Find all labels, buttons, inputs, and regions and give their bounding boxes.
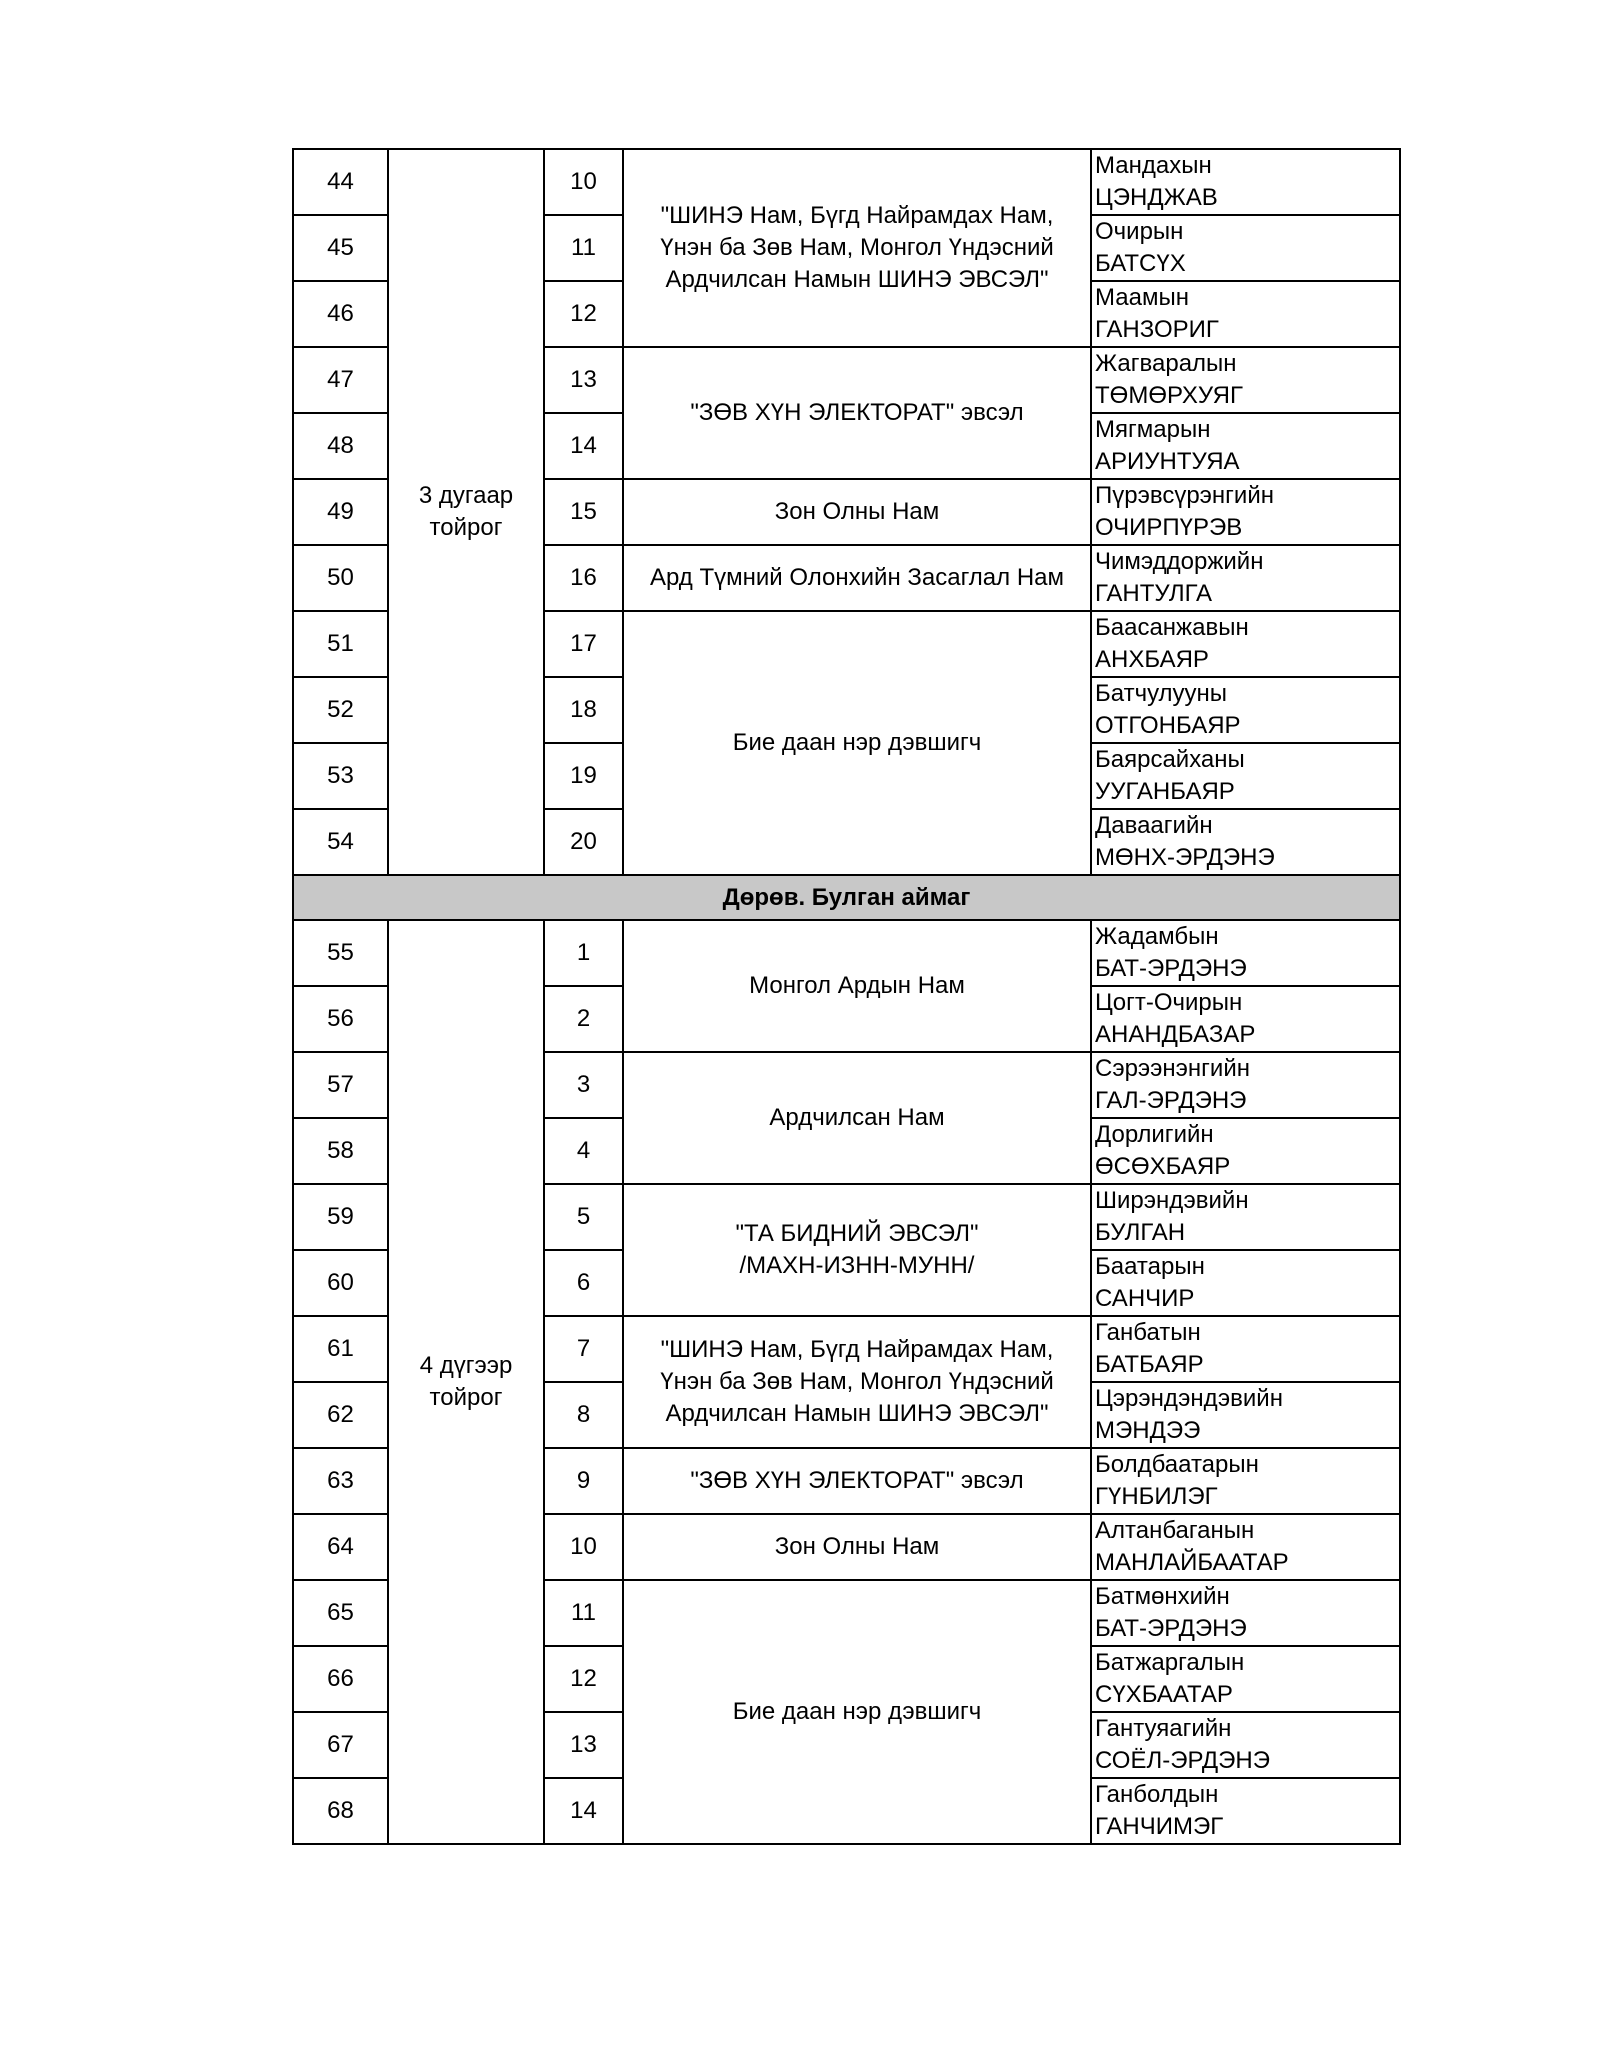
candidate-last-name: АНХБАЯР <box>1095 646 1209 673</box>
candidate-first-name: Батчулууны <box>1095 680 1228 707</box>
candidate-name <box>1091 215 1400 281</box>
row-number: 67 <box>293 1712 388 1778</box>
candidate-number: 7 <box>544 1316 623 1382</box>
candidate-first-name: Дорлигийн <box>1095 1121 1214 1148</box>
candidate-last-name: ГАНТУЛГА <box>1095 580 1212 607</box>
party-name: Зон Олны Нам <box>623 1514 1091 1580</box>
candidate-first-name: Ганболдын <box>1095 1781 1219 1808</box>
candidate-name <box>1091 281 1400 347</box>
candidate-name <box>1091 1382 1400 1448</box>
party-name: Бие даан нэр дэвшигч <box>623 611 1091 875</box>
candidate-last-name: ГАЛ-ЭРДЭНЭ <box>1095 1087 1247 1114</box>
table-row <box>293 920 1400 986</box>
candidate-number: 14 <box>544 1778 623 1844</box>
table-row <box>293 149 1400 215</box>
candidate-name <box>1091 1514 1400 1580</box>
candidate-name <box>1091 677 1400 743</box>
candidate-number: 4 <box>544 1118 623 1184</box>
district-label: 4 дүгээр <box>419 1352 513 1379</box>
candidate-last-name: БАТ-ЭРДЭНЭ <box>1095 955 1247 982</box>
candidate-first-name: Ширэндэвийн <box>1095 1187 1249 1214</box>
party-name: Монгол Ардын Нам <box>623 920 1091 1052</box>
candidate-name <box>1091 479 1400 545</box>
row-number: 62 <box>293 1382 388 1448</box>
row-number: 52 <box>293 677 388 743</box>
candidate-last-name: ГАНЗОРИГ <box>1095 316 1219 343</box>
candidate-first-name: Гантуяагийн <box>1095 1715 1232 1742</box>
candidate-last-name: СҮХБААТАР <box>1095 1681 1233 1708</box>
candidate-number: 11 <box>544 1580 623 1646</box>
candidate-first-name: Даваагийн <box>1095 812 1213 839</box>
candidate-name <box>1091 1580 1400 1646</box>
party-name: Бие даан нэр дэвшигч <box>623 1580 1091 1844</box>
party-name: Ардчилсан Намын ШИНЭ ЭВСЭЛ" <box>665 266 1049 293</box>
row-number: 55 <box>293 920 388 986</box>
district-label: 3 дугаар <box>418 482 514 509</box>
candidate-number: 13 <box>544 347 623 413</box>
candidate-number: 6 <box>544 1250 623 1316</box>
candidate-last-name: СОЁЛ-ЭРДЭНЭ <box>1095 1747 1270 1774</box>
row-number: 50 <box>293 545 388 611</box>
party-name: Зон Олны Нам <box>623 479 1091 545</box>
candidate-number: 14 <box>544 413 623 479</box>
candidate-first-name: Чимэддоржийн <box>1095 548 1264 575</box>
candidate-number: 12 <box>544 281 623 347</box>
candidate-name <box>1091 611 1400 677</box>
candidate-number: 8 <box>544 1382 623 1448</box>
row-number: 64 <box>293 1514 388 1580</box>
candidate-last-name: МЭНДЭЭ <box>1095 1417 1201 1444</box>
candidate-name <box>1091 1118 1400 1184</box>
candidate-name <box>1091 545 1400 611</box>
candidate-number: 13 <box>544 1712 623 1778</box>
row-number: 56 <box>293 986 388 1052</box>
candidate-name <box>1091 920 1400 986</box>
candidate-first-name: Жагваралын <box>1095 350 1237 377</box>
candidate-last-name: МӨНХ-ЭРДЭНЭ <box>1095 844 1275 871</box>
candidate-first-name: Батмөнхийн <box>1095 1583 1230 1610</box>
candidate-first-name: Баярсайханы <box>1095 746 1245 773</box>
party-cell <box>623 1316 1091 1448</box>
candidate-last-name: ГАНЧИМЭГ <box>1095 1813 1224 1840</box>
candidate-first-name: Цэрэндэндэвийн <box>1095 1385 1283 1412</box>
candidate-last-name: ТӨМӨРХУЯГ <box>1095 382 1243 409</box>
candidate-first-name: Сэрээнэнгийн <box>1095 1055 1250 1082</box>
party-name: Үнэн ба Зөв Нам, Монгол Үндэсний <box>660 1368 1054 1395</box>
candidate-number: 16 <box>544 545 623 611</box>
candidate-table <box>292 148 1401 1845</box>
candidate-last-name: БАТ-ЭРДЭНЭ <box>1095 1615 1247 1642</box>
candidate-name <box>1091 149 1400 215</box>
row-number: 46 <box>293 281 388 347</box>
candidate-last-name: САНЧИР <box>1095 1285 1195 1312</box>
candidate-number: 1 <box>544 920 623 986</box>
candidate-number: 18 <box>544 677 623 743</box>
district-cell <box>388 920 544 1844</box>
candidate-name <box>1091 1316 1400 1382</box>
candidate-name <box>1091 809 1400 875</box>
candidate-last-name: АНАНДБАЗАР <box>1095 1021 1256 1048</box>
candidate-number: 19 <box>544 743 623 809</box>
row-number: 51 <box>293 611 388 677</box>
candidate-number: 5 <box>544 1184 623 1250</box>
candidate-first-name: Пүрэвсүрэнгийн <box>1095 482 1274 509</box>
candidate-last-name: ОТГОНБАЯР <box>1095 712 1241 739</box>
row-number: 44 <box>293 149 388 215</box>
candidate-first-name: Батжаргалын <box>1095 1649 1245 1676</box>
candidate-last-name: ЦЭНДЖАВ <box>1095 184 1218 211</box>
candidate-first-name: Ганбатын <box>1095 1319 1201 1346</box>
candidate-first-name: Очирын <box>1095 218 1184 245</box>
party-name: "ШИНЭ Нам, Бүгд Найрамдах Нам, <box>660 1336 1054 1363</box>
candidate-first-name: Болдбаатарын <box>1095 1451 1259 1478</box>
candidate-name <box>1091 1052 1400 1118</box>
candidate-first-name: Баасанжавын <box>1095 614 1249 641</box>
candidate-first-name: Мандахын <box>1095 152 1212 179</box>
row-number: 47 <box>293 347 388 413</box>
candidate-first-name: Баатарын <box>1095 1253 1205 1280</box>
candidate-last-name: БАТСҮХ <box>1095 250 1186 277</box>
candidate-name <box>1091 1448 1400 1514</box>
candidate-name <box>1091 986 1400 1052</box>
candidate-first-name: Мягмарын <box>1095 416 1211 443</box>
candidate-name <box>1091 1646 1400 1712</box>
row-number: 57 <box>293 1052 388 1118</box>
candidate-last-name: ОЧИРПҮРЭВ <box>1095 514 1243 541</box>
district-label: тойрог <box>429 514 503 541</box>
candidate-number: 3 <box>544 1052 623 1118</box>
candidate-name <box>1091 1712 1400 1778</box>
candidate-name <box>1091 347 1400 413</box>
candidate-name <box>1091 1778 1400 1844</box>
candidate-number: 20 <box>544 809 623 875</box>
party-name: "ШИНЭ Нам, Бүгд Найрамдах Нам, <box>660 202 1054 229</box>
candidate-name <box>1091 1184 1400 1250</box>
row-number: 49 <box>293 479 388 545</box>
row-number: 45 <box>293 215 388 281</box>
party-name: "ТА БИДНИЙ ЭВСЭЛ" <box>735 1220 979 1247</box>
row-number: 65 <box>293 1580 388 1646</box>
candidate-number: 11 <box>544 215 623 281</box>
candidate-number: 10 <box>544 1514 623 1580</box>
row-number: 61 <box>293 1316 388 1382</box>
row-number: 68 <box>293 1778 388 1844</box>
candidate-name <box>1091 413 1400 479</box>
row-number: 53 <box>293 743 388 809</box>
candidate-number: 9 <box>544 1448 623 1514</box>
candidate-last-name: БУЛГАН <box>1095 1219 1186 1246</box>
candidate-last-name: ГҮНБИЛЭГ <box>1095 1483 1218 1510</box>
candidate-first-name: Маамын <box>1095 284 1189 311</box>
candidate-first-name: Цогт-Очирын <box>1095 989 1243 1016</box>
party-cell <box>623 149 1091 347</box>
candidate-number: 12 <box>544 1646 623 1712</box>
candidate-last-name: БАТБАЯР <box>1095 1351 1204 1378</box>
candidate-first-name: Жадамбын <box>1095 923 1219 950</box>
candidate-name <box>1091 743 1400 809</box>
district-label: тойрог <box>429 1384 503 1411</box>
candidate-number: 2 <box>544 986 623 1052</box>
party-name: Ардчилсан Нам <box>623 1052 1091 1184</box>
row-number: 66 <box>293 1646 388 1712</box>
candidate-number: 17 <box>544 611 623 677</box>
candidate-number: 15 <box>544 479 623 545</box>
row-number: 48 <box>293 413 388 479</box>
party-name: Үнэн ба Зөв Нам, Монгол Үндэсний <box>660 234 1054 261</box>
candidate-number: 10 <box>544 149 623 215</box>
candidate-last-name: УУГАНБАЯР <box>1095 778 1235 805</box>
party-name: "ЗӨВ ХҮН ЭЛЕКТОРАТ" эвсэл <box>623 1448 1091 1514</box>
candidate-last-name: ӨСӨХБАЯР <box>1095 1153 1231 1180</box>
party-name: "ЗӨВ ХҮН ЭЛЕКТОРАТ" эвсэл <box>623 347 1091 479</box>
section-header-row <box>293 875 1400 920</box>
candidate-first-name: Алтанбаганын <box>1095 1517 1255 1544</box>
candidate-last-name: МАНЛАЙБААТАР <box>1095 1549 1289 1576</box>
row-number: 63 <box>293 1448 388 1514</box>
row-number: 59 <box>293 1184 388 1250</box>
candidate-name <box>1091 1250 1400 1316</box>
party-name: /МАХН-ИЗНН-МУНН/ <box>739 1252 975 1279</box>
party-cell <box>623 1184 1091 1316</box>
candidate-last-name: АРИУНТУЯА <box>1095 448 1240 475</box>
row-number: 54 <box>293 809 388 875</box>
row-number: 58 <box>293 1118 388 1184</box>
party-name: Ард Түмний Олонхийн Засаглал Нам <box>623 545 1091 611</box>
row-number: 60 <box>293 1250 388 1316</box>
district-cell <box>388 149 544 875</box>
party-name: Ардчилсан Намын ШИНЭ ЭВСЭЛ" <box>665 1400 1049 1427</box>
section-header: Дөрөв. Булган аймаг <box>293 875 1400 920</box>
